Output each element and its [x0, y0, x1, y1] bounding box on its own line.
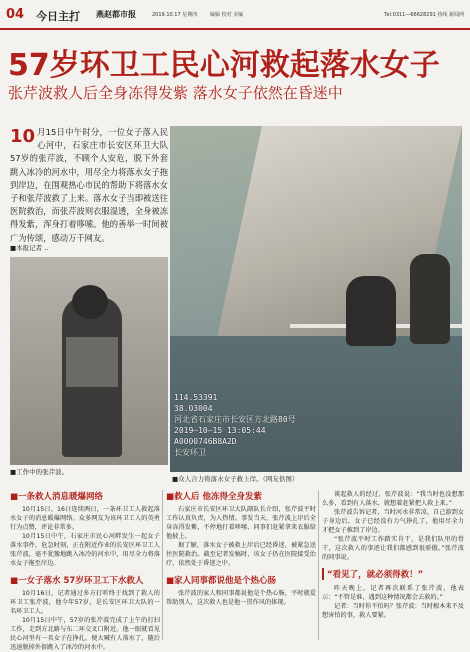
article-column-3: [322, 490, 464, 620]
issue-date: 2019.10.17 星期四: [152, 12, 198, 18]
contact-info: Tel:0311—66628291 热线 新闻网: [384, 12, 464, 18]
article-heading: ■一条救人消息暖爆网络: [10, 492, 104, 502]
sub-headline: 张芹波救人后全身冻得发紫 落水女子依然在昏迷中: [8, 84, 343, 102]
article-paragraph: 昨天晚上，记者再次联系了张芹波，他表示：“不管是谁，遇到这种情况都会去救的。”: [322, 585, 464, 601]
photo-gps-overlay: 114.53391 38.03004 河北省石家庄市长安区方北路80号 2019—10—15 13:05:44 A0000746B8A2D 长安环卫: [174, 393, 296, 457]
photo-caption-right: ■众人合力将落水女子救上岸。（网友供图）: [172, 475, 299, 483]
article-paragraph: 张芹波的家人和同事都说他是个热心肠，平时就爱帮助别人，这次救人也是他一贯作风的体现。: [166, 590, 316, 606]
column-divider: [162, 490, 163, 640]
article-paragraph: 10月15日、16日连续两日，一条环卫工人救起落水女子的消息暖爆网络。众多网友为该环卫工人的英勇行为点赞，评论非常多。: [10, 506, 160, 531]
drop-cap: 10: [10, 126, 36, 147]
page-header: [0, 0, 470, 30]
article-paragraph: 10月16日，记者通过多方打听终于找到了救人的环卫工张芹波，他今年57岁，是长安区环卫大队的一名环卫工人。: [10, 590, 160, 615]
photo-rescuer-2: [410, 254, 450, 344]
article-paragraph: “张芹波平时工作踏实肯干，是我们队里的骨干，这次救人的事迹让我们都感到很骄傲。”张芹波的同事说。: [322, 536, 464, 561]
article-paragraph: 谈起救人的经过，张芹波说：“我当时也没想那么多，看到有人落水，就想着赶紧把人救上来。”: [322, 491, 464, 507]
lead-text: 月15日中午时分，一位女子落入民心河中，石家庄市长安区环卫大队57岁的张芹波，不顾个人安危，脱下外套跳入冰冷的河水中，用尽全力将落水女子拖到岸边，在围观热心市民的帮助下将落水女子和张芹波救了上来。落水女子当即被送往医院救治，而张芹波则衣服湿透，全身被冻得发紫，浑身打着哆嗦。他的善举一时间被广为传颂，感动万千网友。: [10, 127, 168, 243]
article-paragraph: 10月15日中午，57岁的张芹波完成了上午的打扫工作，走到方北路与东二环交叉口附近。他一眼就看见民心河里有一名女子在挣扎，便大喊有人落水了，随后迅速脱掉外套跳入了冰冷的河水中。: [10, 617, 160, 651]
article-heading: ■一女子落水 57岁环卫工下水救人: [10, 576, 144, 586]
photo-rescue-scene: [170, 126, 462, 472]
article-paragraph: 石家庄市长安区环卫大队副队长介绍，张芹波平时工作认真负责，为人热情。事发当天，张芹波上岸后全身冻得发紫，不停地打着哆嗦，同事们赶紧拿来衣服给他披上。: [166, 506, 316, 540]
page-number: 04: [6, 7, 25, 22]
quote-callout: “看见了，就必须得救！”: [322, 568, 464, 580]
article-paragraph: 据了解，落水女子被救上岸后已经昏迷，被紧急送往医院救治。截至记者发稿时，该女子仍在医院接受治疗，依然处于昏迷之中。: [166, 542, 316, 567]
article-paragraph: 记者：当时你不怕吗？张芹波：当时根本来不及想害怕的事，救人要紧。: [322, 603, 464, 619]
article-column-1: [10, 490, 160, 652]
article-paragraph: 10月15日中午，石家庄市民心河畔发生一起女子落水事件，危急时刻，正在附近作业的长安区环卫工人张芹波，毫不犹豫地跳入冰冷的河水中，用尽全力将落水女子拖至岸边。: [10, 533, 160, 567]
section-title: 今日主打: [36, 10, 80, 23]
photo-rescuer-1: [346, 276, 396, 346]
lead-paragraph: [10, 126, 168, 245]
photo-caption-left: ■工作中的张芹波。: [10, 468, 69, 476]
article-column-2: [166, 490, 316, 607]
article-heading: ■家人同事都说他是个热心肠: [166, 576, 277, 586]
main-headline: 57岁环卫工民心河救起落水女子: [8, 48, 440, 83]
byline: ■本报记者 ..: [10, 244, 49, 252]
editor-credits: 编辑 校对 美编: [210, 12, 244, 18]
photo-figure-vest: [66, 337, 118, 387]
article-heading: ■救人后 他冻得全身发紫: [166, 492, 262, 502]
article-paragraph: 张芹波告诉记者，当时河水非常凉，自己游到女子身边后，女子已经没有力气挣扎了，他用尽全力才把女子推到了岸边。: [322, 509, 464, 534]
masthead-logo: 燕赵都市报: [96, 9, 136, 19]
photo-figure-head: [72, 285, 108, 319]
column-divider: [318, 490, 319, 640]
photo-sanitation-worker: [10, 257, 168, 465]
